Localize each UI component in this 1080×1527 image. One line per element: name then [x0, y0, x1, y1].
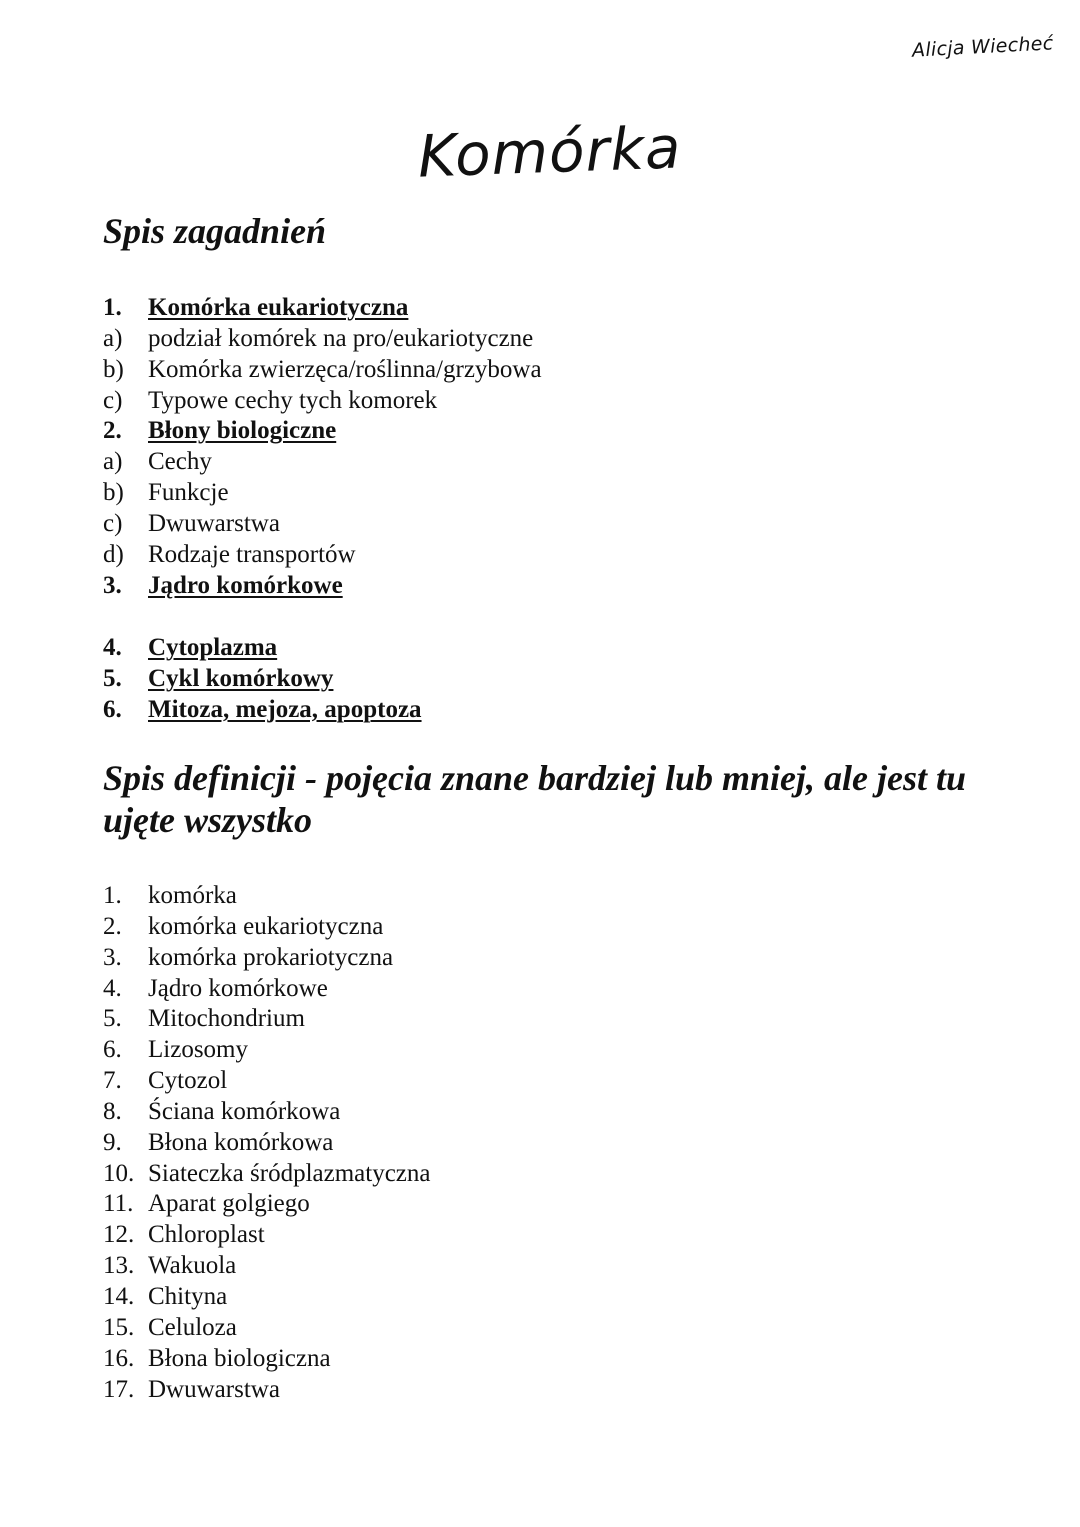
- definition-item: [103, 1251, 431, 1282]
- definition-item-text: Wakuola: [148, 1252, 237, 1280]
- definition-item-number: 8.: [103, 1097, 122, 1125]
- definition-item-number: 1.: [103, 882, 122, 909]
- author-signature: Alicja Wiecheć: [911, 32, 1055, 62]
- definition-item-text: Błona biologiczna: [148, 1344, 331, 1372]
- definition-item-text: Chloroplast: [148, 1221, 265, 1249]
- topic-item-number: 2.: [103, 417, 122, 445]
- topic-item-number: c): [103, 386, 123, 414]
- definition-item-text: Mitochondrium: [148, 1005, 305, 1033]
- topic-item: [103, 633, 422, 664]
- topic-item-number: a): [103, 448, 123, 476]
- definition-item-text: Cytozol: [148, 1067, 228, 1095]
- definition-item-text: Dwuwarstwa: [148, 1375, 280, 1403]
- definition-item: [103, 1066, 431, 1097]
- definition-item-number: 10.: [103, 1159, 135, 1187]
- topic-item-number: a): [103, 324, 123, 352]
- definition-item-number: 4.: [103, 974, 122, 1002]
- definition-item: [103, 943, 431, 974]
- definition-item-number: 14.: [103, 1282, 135, 1310]
- topic-item-number: d): [103, 540, 124, 568]
- topics-list: [103, 293, 542, 601]
- definitions-list: [103, 881, 431, 1405]
- topic-item: [103, 509, 542, 540]
- definition-item-number: 12.: [103, 1221, 135, 1249]
- definition-item-text: komórka prokariotyczna: [148, 943, 394, 971]
- topic-item: [103, 386, 542, 417]
- definition-item-number: 3.: [103, 943, 122, 971]
- definition-item-number: 5.: [103, 1005, 122, 1033]
- topic-item-text: Cykl komórkowy: [148, 664, 334, 692]
- definition-item-number: 15.: [103, 1313, 135, 1341]
- definition-item-text: komórka eukariotyczna: [148, 912, 384, 940]
- definition-item-number: 13.: [103, 1252, 135, 1280]
- definition-item-number: 9.: [103, 1128, 122, 1156]
- definition-item-number: 7.: [103, 1067, 122, 1095]
- topic-item-number: b): [103, 355, 124, 383]
- topic-item-number: 3.: [103, 571, 122, 599]
- definitions-heading: Spis definicji - pojęcia znane bardziej lub mniej, ale jest tu ujęte wszystko: [103, 758, 967, 840]
- topic-item-number: c): [103, 509, 123, 537]
- topic-item: [103, 571, 542, 602]
- definition-item-text: Ściana komórkowa: [148, 1097, 341, 1125]
- definition-item: [103, 912, 431, 943]
- topics-list-continued: [103, 633, 422, 726]
- definition-item: [103, 1035, 431, 1066]
- topic-item-text: podział komórek na pro/eukariotyczne: [148, 324, 534, 352]
- topic-item-text: Dwuwarstwa: [148, 509, 280, 537]
- topic-item-number: 4.: [103, 634, 122, 661]
- definition-item: [103, 1344, 431, 1375]
- topic-item-text: Mitoza, mejoza, apoptoza: [148, 695, 422, 723]
- definition-item: [103, 1004, 431, 1035]
- topic-item: [103, 355, 542, 386]
- topic-item-text: Jądro komórkowe: [148, 571, 343, 599]
- topic-item-number: 6.: [103, 695, 122, 723]
- topic-item: [103, 447, 542, 478]
- topic-item: [103, 695, 422, 726]
- topic-item: [103, 293, 542, 324]
- definition-item-number: 11.: [103, 1190, 134, 1218]
- topic-item-number: 5.: [103, 664, 122, 692]
- definition-item-text: Jądro komórkowe: [148, 974, 328, 1002]
- definition-item-number: 2.: [103, 912, 122, 940]
- definition-item: [103, 1282, 431, 1313]
- definition-item-text: Celuloza: [148, 1313, 237, 1341]
- topic-item-text: Typowe cechy tych komorek: [148, 386, 438, 414]
- definition-item-text: Aparat golgiego: [148, 1190, 310, 1218]
- definition-item: [103, 1159, 431, 1190]
- topic-item: [103, 664, 422, 695]
- topic-item-text: Cytoplazma: [148, 634, 278, 661]
- topic-item-text: Komórka zwierzęca/roślinna/grzybowa: [148, 355, 542, 383]
- topic-item: [103, 478, 542, 509]
- definition-item-text: Lizosomy: [148, 1036, 248, 1064]
- definition-item-number: 17.: [103, 1375, 135, 1403]
- definition-item-text: Chityna: [148, 1282, 228, 1310]
- definition-item-text: Błona komórkowa: [148, 1128, 334, 1156]
- topic-item-text: Cechy: [148, 448, 212, 476]
- topic-item-number: b): [103, 479, 124, 507]
- definition-item-text: Siateczka śródplazmatyczna: [148, 1159, 431, 1187]
- topic-item-text: Rodzaje transportów: [148, 540, 356, 568]
- definition-item: [103, 1128, 431, 1159]
- definition-item: [103, 974, 431, 1005]
- topic-item-text: Komórka eukariotyczna: [148, 294, 409, 321]
- definition-item-text: komórka: [148, 882, 237, 909]
- topic-item-text: Funkcje: [148, 479, 229, 507]
- topics-heading: Spis zagadnień: [103, 211, 327, 251]
- definition-item-number: 6.: [103, 1036, 122, 1064]
- definition-item-number: 16.: [103, 1344, 135, 1372]
- definition-item: [103, 881, 431, 912]
- definition-item: [103, 1189, 431, 1220]
- definition-item: [103, 1220, 431, 1251]
- topic-item-number: 1.: [103, 294, 122, 321]
- definition-item: [103, 1375, 431, 1406]
- page-title: Komórka: [416, 113, 683, 191]
- topic-item: [103, 416, 542, 447]
- topic-item: [103, 540, 542, 571]
- topic-item-text: Błony biologiczne: [148, 417, 337, 445]
- definition-item: [103, 1097, 431, 1128]
- topic-item: [103, 324, 542, 355]
- definition-item: [103, 1313, 431, 1344]
